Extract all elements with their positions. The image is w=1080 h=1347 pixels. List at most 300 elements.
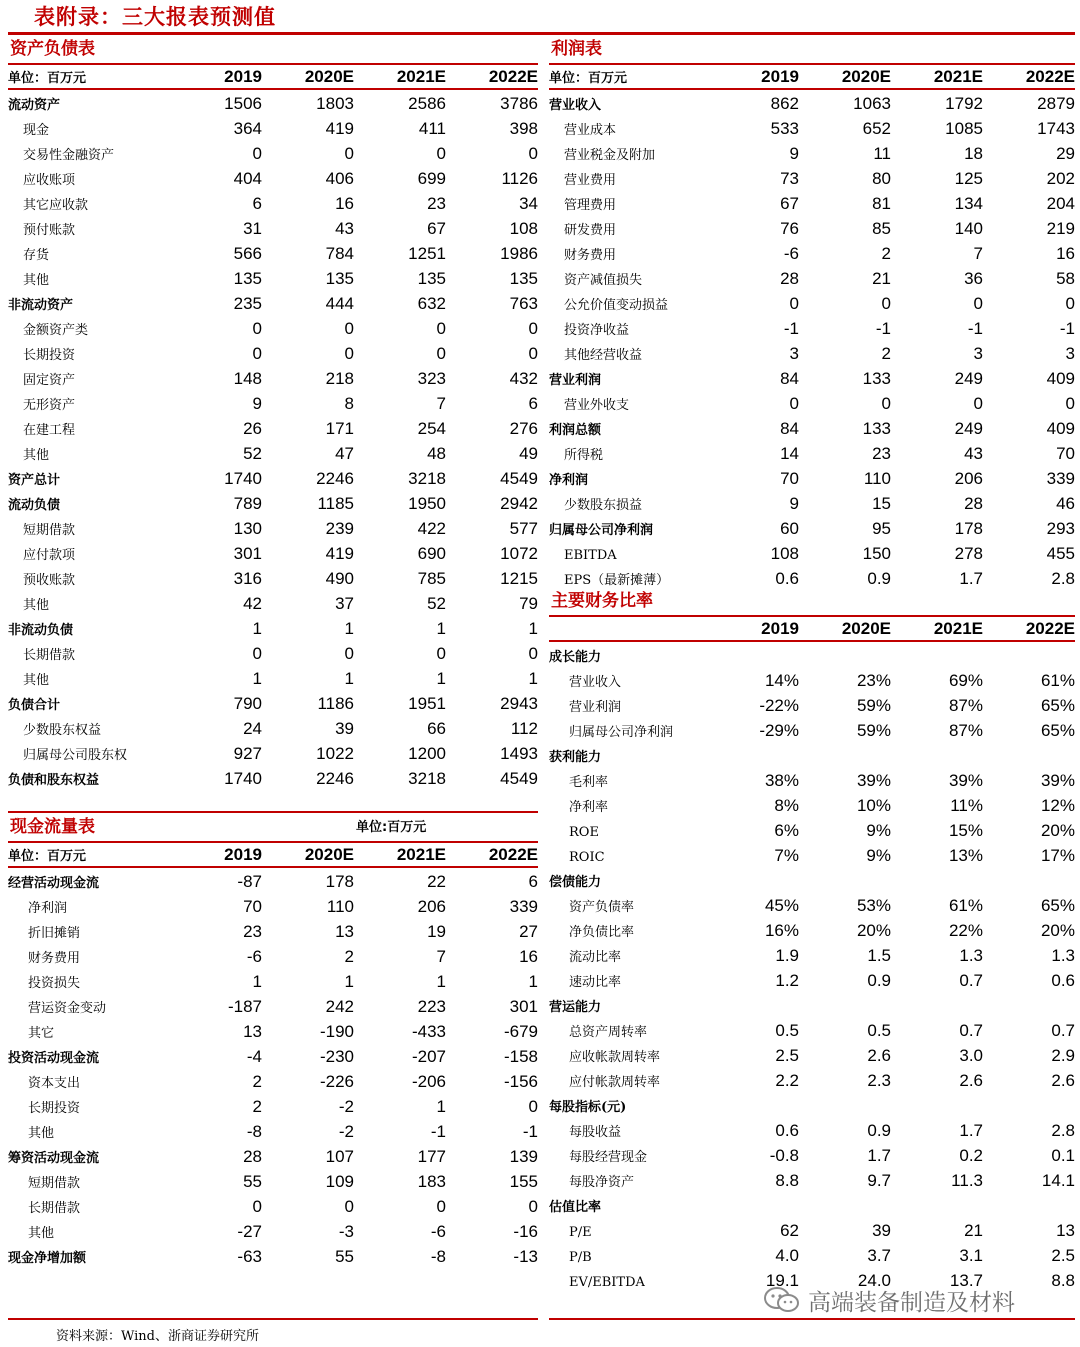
cell-value: -2 (338, 1097, 354, 1116)
cell-value: 1.2 (775, 971, 799, 990)
cell-value: 13% (948, 846, 983, 865)
cell-value: 785 (417, 569, 446, 588)
cell-value: 0 (252, 1197, 262, 1216)
cell-value: 249 (954, 419, 983, 438)
cell-value: 2943 (500, 694, 538, 713)
cell-value: 135 (509, 269, 538, 288)
cash-flow-header (8, 843, 538, 868)
cell-value: 29 (1056, 144, 1075, 163)
table-row (549, 290, 1075, 315)
cell-value: 0.6 (775, 569, 799, 588)
cell-value: 84 (780, 369, 799, 388)
cell-value: 1506 (224, 94, 262, 113)
cell-value: 0.5 (775, 1021, 799, 1040)
cell-value: 1 (436, 669, 446, 688)
cell-value: 155 (509, 1172, 538, 1191)
cell-value: 23 (427, 194, 446, 213)
cell-value: 409 (1046, 419, 1075, 438)
cell-value: 43 (335, 219, 354, 238)
cell-value: 204 (1046, 194, 1075, 213)
cell-value (799, 1216, 891, 1217)
cell-value: 22 (427, 872, 446, 891)
cell-value: 108 (509, 219, 538, 238)
row-label: 在建工程 (23, 423, 76, 438)
cell-value: 0.2 (959, 1146, 983, 1165)
table-row (8, 515, 538, 540)
row-label: 折旧摊销 (28, 926, 81, 941)
cell-value: 1740 (224, 469, 262, 488)
cell-value: -6 (246, 947, 262, 966)
row-label: 资产总计 (8, 473, 61, 488)
cell-value: -2 (338, 1122, 354, 1141)
cell-value: 13 (1056, 1221, 1075, 1240)
cell-value: 65% (1040, 721, 1075, 740)
cell-value (711, 1116, 799, 1117)
year-header: 2022E (1025, 67, 1075, 86)
row-label: 估值比率 (549, 1200, 602, 1215)
table-row (549, 1067, 1075, 1092)
cell-value: 27 (519, 922, 538, 941)
cell-value: 1.7 (959, 569, 983, 588)
cell-value: 73 (780, 169, 799, 188)
cell-value: -3 (338, 1222, 354, 1241)
row-label: 资产负债率 (569, 900, 635, 915)
cell-value: 9 (789, 144, 799, 163)
row-label: 资产减值损失 (564, 273, 643, 288)
table-row (8, 490, 538, 515)
table-row (8, 1118, 538, 1143)
cell-value: 0.5 (867, 1021, 891, 1040)
row-label: ROIC (569, 850, 605, 865)
row-label: 固定资产 (23, 373, 76, 388)
table-row (8, 1218, 538, 1243)
row-label: 所得税 (564, 448, 604, 463)
cell-value (983, 766, 1075, 767)
cell-value: 0 (973, 294, 983, 313)
cell-value: 0 (528, 144, 538, 163)
cell-value: 42 (243, 594, 262, 613)
cell-value: -190 (319, 1022, 354, 1041)
row-label: 归属母公司净利润 (549, 523, 654, 538)
row-label: 营业收入 (549, 98, 602, 113)
cell-value: 490 (325, 569, 354, 588)
cell-value: 109 (325, 1172, 354, 1191)
cell-value: 0 (1065, 394, 1075, 413)
table-row (8, 665, 538, 690)
cell-value: -16 (513, 1222, 538, 1241)
cell-value: 2.9 (1051, 1046, 1075, 1065)
cell-value (891, 666, 983, 667)
cell-value (983, 1116, 1075, 1117)
cell-value: 533 (770, 119, 799, 138)
table-row (8, 290, 538, 315)
row-label: P/E (569, 1225, 592, 1240)
cell-value: 20% (1040, 821, 1075, 840)
cell-value: 404 (233, 169, 262, 188)
cell-value: 69% (948, 671, 983, 690)
table-row (8, 740, 538, 765)
cell-value: 55 (335, 1247, 354, 1266)
table-row (549, 165, 1075, 190)
cell-value: 0 (436, 319, 446, 338)
cell-value: 65% (1040, 896, 1075, 915)
balance-sheet-header (8, 65, 538, 90)
cell-value: 19.1 (765, 1271, 799, 1290)
row-label: 预付账款 (23, 223, 76, 238)
cash-flow-title: 现金流量表 (10, 817, 95, 837)
cell-value: 2.2 (775, 1071, 799, 1090)
table-row (549, 1117, 1075, 1142)
wechat-icon (762, 1285, 802, 1315)
cell-value: 2.3 (867, 1071, 891, 1090)
cell-value: 6 (528, 872, 538, 891)
cell-value: 406 (325, 169, 354, 188)
cell-value: 2.8 (1051, 1121, 1075, 1140)
row-label: 流动负债 (8, 498, 61, 513)
table-row (8, 690, 538, 715)
cell-value: 2.5 (1051, 1246, 1075, 1265)
cell-value: 763 (509, 294, 538, 313)
cell-value: 46 (1056, 494, 1075, 513)
table-row (549, 240, 1075, 265)
row-label: 投资损失 (28, 976, 81, 991)
row-label: 负债合计 (8, 698, 61, 713)
cell-value: 422 (417, 519, 446, 538)
table-row (549, 717, 1075, 742)
year-header: 2020E (304, 67, 354, 86)
row-label: 营业成本 (564, 123, 617, 138)
table-row (549, 1042, 1075, 1067)
cell-value: 8% (774, 796, 799, 815)
row-label: 其他 (23, 448, 50, 463)
balance-sheet-bottom-rule (8, 811, 538, 813)
cell-value: -1 (522, 1122, 538, 1141)
table-row (8, 190, 538, 215)
cell-value: 3218 (408, 769, 446, 788)
cell-value: 398 (509, 119, 538, 138)
cell-value: 76 (780, 219, 799, 238)
year-header: 2019 (761, 67, 799, 86)
table-row (8, 765, 538, 790)
year-header: 2021E (396, 67, 446, 86)
cell-value: 70 (1056, 444, 1075, 463)
cell-value: 39% (948, 771, 983, 790)
income-statement-unit: 单位：百万元 (549, 71, 628, 86)
cell-value: 12% (1040, 796, 1075, 815)
row-label: 应收帐款周转率 (569, 1050, 661, 1065)
cell-value: 36 (964, 269, 983, 288)
cell-value: 566 (233, 244, 262, 263)
cell-value: 59% (856, 721, 891, 740)
table-row (8, 1068, 538, 1093)
income-statement-panel (549, 36, 1075, 590)
cell-value (799, 891, 891, 892)
table-row (549, 867, 1075, 892)
table-row (549, 115, 1075, 140)
table-row (549, 742, 1075, 767)
cell-value: -27 (237, 1222, 262, 1241)
cell-value (799, 766, 891, 767)
cell-value: 22% (948, 921, 983, 940)
row-label: 其他 (23, 273, 50, 288)
cell-value: 8.8 (1051, 1271, 1075, 1290)
table-row (549, 1192, 1075, 1217)
cell-value: -63 (237, 1247, 262, 1266)
table-row (549, 365, 1075, 390)
table-row (8, 365, 538, 390)
cell-value: 48 (427, 444, 446, 463)
cash-flow-title-bar (8, 814, 538, 843)
cell-value: 15% (948, 821, 983, 840)
cell-value: 1.7 (867, 1146, 891, 1165)
cell-value: 1072 (500, 544, 538, 563)
row-label: 存货 (23, 248, 50, 263)
cell-value: 3218 (408, 469, 446, 488)
table-row (8, 615, 538, 640)
cell-value: 0 (252, 319, 262, 338)
row-label: 其他 (28, 1126, 55, 1141)
cell-value (799, 1116, 891, 1117)
row-label: 长期投资 (28, 1101, 81, 1116)
cell-value: 134 (954, 194, 983, 213)
cell-value: 789 (233, 494, 262, 513)
cell-value: 67 (780, 194, 799, 213)
cell-value: 3.7 (867, 1246, 891, 1265)
cell-value: 0.9 (867, 1121, 891, 1140)
cell-value: 67 (427, 219, 446, 238)
cash-flow-body (8, 868, 538, 1268)
cell-value: 11 (873, 144, 891, 163)
row-label: 应付款项 (23, 548, 76, 563)
year-header: 2019 (224, 67, 262, 86)
cell-value: 7 (436, 394, 446, 413)
cell-value: -206 (411, 1072, 446, 1091)
cell-value: 110 (326, 897, 354, 916)
row-label: 其它应收款 (23, 198, 89, 213)
cell-value: 1 (436, 972, 446, 991)
cell-value: 108 (770, 544, 799, 563)
cell-value: 364 (233, 119, 262, 138)
cell-value: 20% (1040, 921, 1075, 940)
cell-value: 0 (344, 144, 354, 163)
table-row (549, 390, 1075, 415)
cell-value: 84 (780, 419, 799, 438)
ratios-header-blank (549, 638, 711, 640)
row-label: 非流动负债 (8, 623, 74, 638)
table-row (549, 1217, 1075, 1242)
cell-value: 95 (872, 519, 891, 538)
row-label: 获利能力 (549, 750, 602, 765)
cell-value: 1 (344, 972, 354, 991)
row-label: 每股经营现金 (569, 1150, 648, 1165)
cell-value: 1493 (500, 744, 538, 763)
table-row (549, 340, 1075, 365)
cell-value: 1 (344, 669, 354, 688)
table-row (549, 490, 1075, 515)
cell-value: 52 (243, 444, 262, 463)
table-row (8, 1168, 538, 1193)
cell-value: -433 (411, 1022, 446, 1041)
cell-value: 419 (325, 119, 354, 138)
table-row (549, 692, 1075, 717)
cell-value: -230 (319, 1047, 354, 1066)
cell-value: 2 (881, 344, 891, 363)
cell-value: 87% (948, 696, 983, 715)
cell-value (891, 1116, 983, 1117)
row-label: 交易性金融资产 (23, 148, 115, 163)
cell-value: 39 (335, 719, 354, 738)
cell-value: 87% (948, 721, 983, 740)
cell-value: 0 (344, 319, 354, 338)
table-row (8, 943, 538, 968)
cell-value: 0.9 (867, 971, 891, 990)
cell-value: 862 (770, 94, 799, 113)
income-statement-title: 利润表 (549, 36, 1075, 65)
cell-value: 1251 (408, 244, 446, 263)
cell-value: 14 (780, 444, 799, 463)
ratios-panel (549, 588, 1075, 1292)
cell-value: 0 (881, 394, 891, 413)
cell-value: 7% (774, 846, 799, 865)
cell-value: 0 (252, 144, 262, 163)
row-label: 负债和股东权益 (8, 773, 100, 788)
cell-value: 1200 (408, 744, 446, 763)
cell-value: 1951 (408, 694, 446, 713)
table-row (8, 1093, 538, 1118)
cell-value: 2.6 (959, 1071, 983, 1090)
cell-value: 133 (862, 369, 891, 388)
cell-value: 15 (872, 494, 891, 513)
cell-value: 45% (764, 896, 799, 915)
table-row (8, 565, 538, 590)
cell-value: 1803 (316, 94, 354, 113)
table-row (549, 565, 1075, 590)
cell-value: -4 (246, 1047, 262, 1066)
table-row (8, 140, 538, 165)
cell-value: 16% (764, 921, 799, 940)
cell-value: 11.3 (951, 1171, 983, 1190)
cell-value (983, 891, 1075, 892)
cell-value: 1185 (317, 494, 354, 513)
row-label: EV/EBITDA (569, 1275, 645, 1290)
row-label: 研发费用 (564, 223, 617, 238)
cell-value: 632 (417, 294, 446, 313)
table-row (549, 1242, 1075, 1267)
cash-flow-unit-top: 单位:百万元 (356, 820, 427, 835)
table-row (8, 540, 538, 565)
cell-value: 6% (774, 821, 799, 840)
cell-value: 419 (325, 544, 354, 563)
cell-value: 699 (417, 169, 446, 188)
row-label: 净利润 (549, 473, 589, 488)
cell-value: 0 (789, 394, 799, 413)
cell-value: 444 (325, 294, 354, 313)
cell-value: 18 (964, 144, 983, 163)
cell-value: 1186 (317, 694, 354, 713)
cell-value: 0.7 (959, 971, 983, 990)
cell-value: 49 (519, 444, 538, 463)
cell-value: 0 (528, 319, 538, 338)
cell-value: 0.9 (867, 569, 891, 588)
cell-value: 135 (233, 269, 262, 288)
cell-value (891, 1016, 983, 1017)
cell-value: 0 (528, 1197, 538, 1216)
row-label: ROE (569, 825, 599, 840)
table-row (549, 767, 1075, 792)
row-label: 利润总额 (549, 423, 602, 438)
cell-value: 178 (954, 519, 983, 538)
cell-value: 23 (243, 922, 262, 941)
cell-value: 1.3 (959, 946, 983, 965)
cell-value: 150 (862, 544, 891, 563)
row-label: 财务费用 (28, 951, 81, 966)
cell-value: 1215 (500, 569, 538, 588)
table-row (549, 140, 1075, 165)
cell-value: 47 (335, 444, 354, 463)
row-label: 预收账款 (23, 573, 76, 588)
cell-value: 790 (233, 694, 262, 713)
cell-value: 219 (1046, 219, 1075, 238)
row-label: 营运能力 (549, 1000, 602, 1015)
cell-value: 6 (252, 194, 262, 213)
cash-flow-panel (8, 814, 538, 1268)
cell-value: 39% (856, 771, 891, 790)
cell-value: 2 (344, 947, 354, 966)
table-row (8, 1193, 538, 1218)
cell-value: 927 (233, 744, 262, 763)
row-label: 营业税金及附加 (564, 148, 656, 163)
cash-flow-bottom-rule (8, 1318, 538, 1320)
cell-value: 19 (427, 922, 446, 941)
table-row (8, 715, 538, 740)
cell-value (711, 766, 799, 767)
cell-value: -1 (430, 1122, 446, 1141)
cell-value: 0 (436, 644, 446, 663)
cell-value: 14.1 (1041, 1171, 1075, 1190)
cell-value: 24 (243, 719, 262, 738)
row-label: 每股指标(元) (549, 1100, 627, 1115)
table-row (549, 90, 1075, 115)
table-row (8, 340, 538, 365)
cell-value (983, 1216, 1075, 1217)
cell-value: 3 (789, 344, 799, 363)
ratios-title: 主要财务比率 (549, 588, 1075, 617)
table-row (549, 1167, 1075, 1192)
cell-value: -158 (503, 1047, 538, 1066)
row-label: 经营活动现金流 (8, 876, 100, 891)
table-row (549, 817, 1075, 842)
cell-value: 3 (1065, 344, 1075, 363)
year-header: 2020E (304, 845, 354, 864)
cell-value: 206 (417, 897, 446, 916)
row-label: 非流动资产 (8, 298, 74, 313)
cell-value: 3 (973, 344, 983, 363)
table-row (8, 90, 538, 115)
year-header: 2021E (933, 67, 983, 86)
cell-value: 80 (872, 169, 891, 188)
row-label: 净负债比率 (569, 925, 635, 940)
row-label: 长期投资 (23, 348, 76, 363)
cell-value: -207 (411, 1047, 446, 1066)
row-label: 营业收入 (569, 675, 622, 690)
cell-value: 66 (427, 719, 446, 738)
cell-value: 0 (252, 344, 262, 363)
table-row (549, 190, 1075, 215)
cell-value: 133 (862, 419, 891, 438)
cell-value: 7 (973, 244, 983, 263)
cell-value (799, 1016, 891, 1017)
cell-value: 23 (872, 444, 891, 463)
